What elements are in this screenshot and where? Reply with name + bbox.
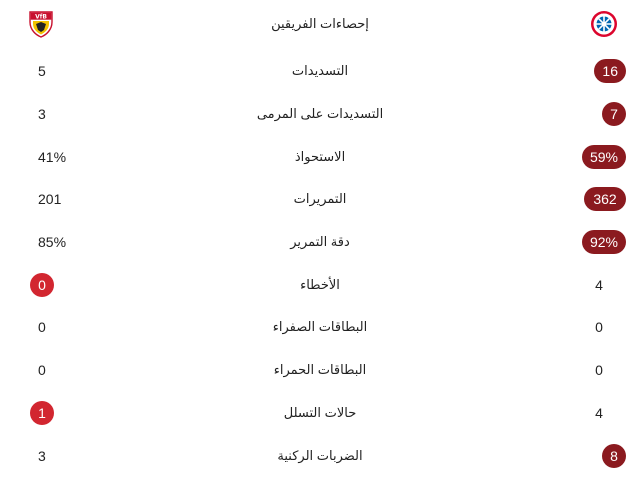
stat-label: الأخطاء	[300, 276, 340, 292]
home-stat-value: 4	[595, 276, 603, 293]
home-stat-value: 4	[595, 404, 603, 421]
away-stat-value	[30, 273, 54, 297]
stat-row	[0, 392, 640, 435]
stat-row	[0, 263, 640, 306]
home-leader-badge: 16	[594, 59, 626, 83]
page-title: إحصاءات الفريقين	[271, 16, 369, 31]
home-leader-badge: 8	[602, 444, 626, 468]
stat-row	[0, 349, 640, 392]
home-stat-value	[602, 102, 626, 126]
stat-label: البطاقات الصفراء	[272, 319, 368, 335]
vfb-stuttgart-logo	[27, 10, 55, 38]
svg-text:VfB: VfB	[35, 13, 47, 21]
home-stat-value: 0	[595, 319, 603, 336]
stat-label: حالات التسلل	[283, 404, 357, 420]
home-stat-value	[582, 145, 626, 169]
away-stat-value: 5	[38, 63, 46, 80]
away-stat-value: 0	[38, 319, 46, 336]
stat-row	[0, 93, 640, 136]
stat-row	[0, 221, 640, 264]
stat-label: البطاقات الحمراء	[273, 362, 367, 378]
stat-label: الاستحواذ	[294, 148, 346, 164]
home-stat-value	[602, 444, 626, 468]
home-leader-badge: 59%	[582, 145, 626, 169]
away-stat-value: 41%	[38, 148, 67, 165]
away-stat-value	[30, 401, 54, 425]
home-stat-value: 0	[595, 362, 603, 379]
away-leader-badge: 1	[30, 401, 54, 425]
stat-row	[0, 50, 640, 93]
away-leader-badge: 0	[30, 273, 54, 297]
home-leader-badge: 92%	[582, 230, 626, 254]
svg-text:FCB: FCB	[601, 12, 607, 17]
bayern-munich-logo	[590, 10, 618, 38]
home-leader-badge: 362	[584, 187, 626, 211]
stat-row	[0, 178, 640, 221]
stat-label: دقة التمرير	[290, 234, 350, 250]
stat-label: الضربات الركنية	[277, 447, 363, 463]
stats-header	[0, 0, 640, 48]
stats-list	[0, 50, 640, 477]
stat-row	[0, 306, 640, 349]
stat-row	[0, 434, 640, 477]
stat-label: التسديدات	[291, 63, 349, 79]
away-stat-value: 3	[38, 106, 46, 123]
home-stat-value	[594, 59, 626, 83]
home-stat-value	[584, 187, 626, 211]
away-stat-value: 0	[38, 362, 46, 379]
stat-label: التمريرات	[293, 191, 347, 207]
home-leader-badge: 7	[602, 102, 626, 126]
stat-row	[0, 135, 640, 178]
home-stat-value	[582, 230, 626, 254]
away-stat-value: 201	[38, 191, 62, 208]
away-stat-value: 3	[38, 447, 46, 464]
stat-label: التسديدات على المرمى	[256, 106, 384, 122]
away-stat-value: 85%	[38, 234, 67, 251]
